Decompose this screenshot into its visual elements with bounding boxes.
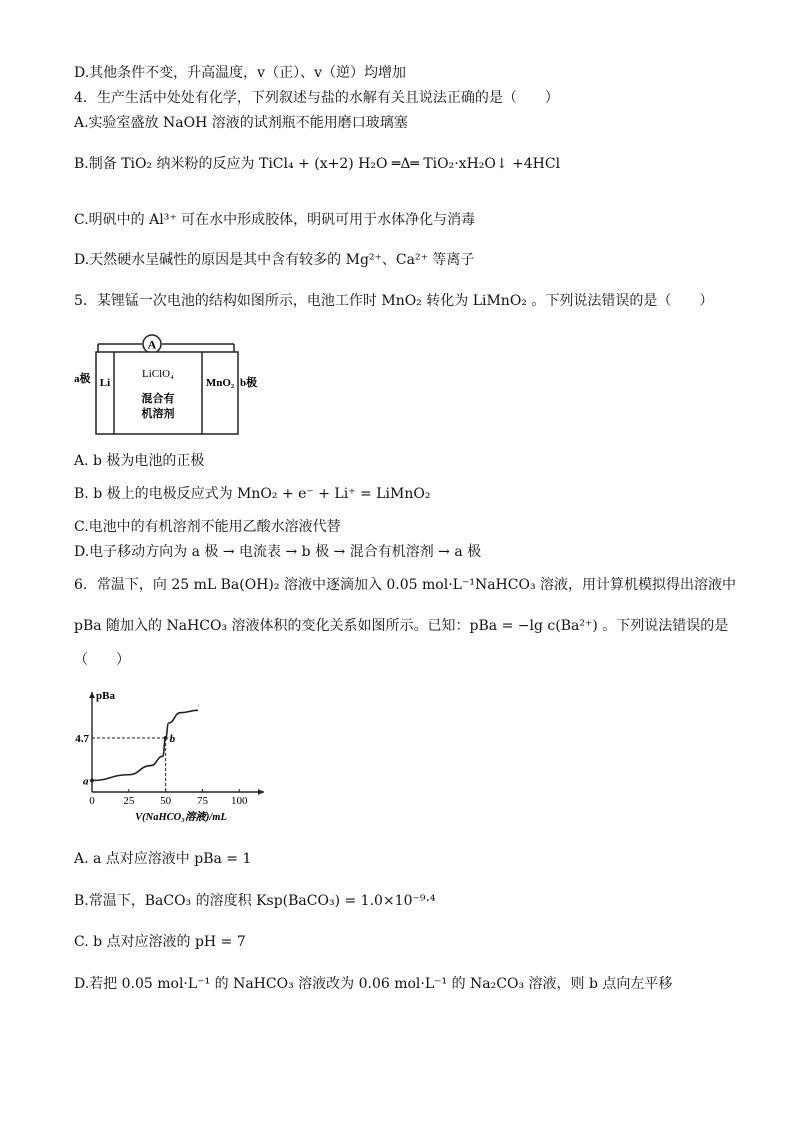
mno2-electrode-label: MnO₂ — [205, 377, 235, 389]
q5-stem: 5．某锂锰一次电池的结构如图所示，电池工作时 MnO₂ 转化为 LiMnO₂ 。下列说法错误的是（ ） — [74, 293, 714, 309]
q5-option-b: B. b 极上的电极反应式为 MnO₂ + e⁻ + Li⁺ = LiMnO₂ — [74, 486, 431, 502]
solvent-label-1: 混合有 — [141, 393, 175, 405]
q4-stem: 4．生产生活中处处有化学，下列叙述与盐的水解有关且说法正确的是（ ） — [74, 90, 559, 106]
x-tick-label: 100 — [231, 795, 248, 807]
q4-option-d: D.天然硬水呈碱性的原因是其中含有较多的 Mg²⁺、Ca²⁺ 等离子 — [74, 252, 475, 268]
pba-chart — [74, 686, 274, 832]
q4-option-a: A.实验室盛放 NaOH 溶液的试剂瓶不能用磨口玻璃塞 — [74, 115, 408, 131]
cathode-pole-label: b极 — [240, 377, 258, 389]
battery-diagram — [74, 332, 274, 444]
x-tick-label: 50 — [160, 795, 172, 807]
point-label-a: a — [83, 775, 89, 788]
x-tick-label: 25 — [123, 795, 135, 807]
q6-stem-3: （ ） — [74, 652, 130, 668]
y-axis-arrow-icon — [89, 692, 95, 698]
q4-option-c: C.明矾中的 Al³⁺ 可在水中形成胶体，明矾可用于水体净化与消毒 — [74, 212, 476, 228]
q6-option-a: A. a 点对应溶液中 pBa = 1 — [74, 851, 252, 867]
x-axis-arrow-icon — [258, 789, 264, 795]
q3-option-d: D.其他条件不变，升高温度，v（正）、v（逆）均增加 — [74, 65, 406, 81]
point-a — [90, 779, 94, 783]
q4-option-b: B.制备 TiO₂ 纳米粉的反应为 TiCl₄ + (x+2) H₂O ═Δ═ TiO₂·xH₂O↓ +4HCl — [74, 156, 561, 172]
x-axis-label: V(NaHCO₃溶液)/mL — [135, 812, 227, 823]
q6-option-d: D.若把 0.05 mol·L⁻¹ 的 NaHCO₃ 溶液改为 0.06 mol·L⁻¹ 的 Na₂CO₃ 溶液，则 b 点向左平移 — [74, 976, 673, 992]
pba-curve — [92, 710, 198, 780]
q5-option-c: C.电池中的有机溶剂不能用乙酸水溶液代替 — [74, 519, 341, 535]
q6-stem-2: pBa 随加入的 NaHCO₃ 溶液体积的变化关系如图所示。已知：pBa = −lg c(Ba²⁺) 。下列说法错误的是 — [74, 618, 729, 634]
solvent-label-2: 机溶剂 — [141, 408, 175, 420]
li-electrode-label: Li — [99, 377, 111, 389]
x-tick-label: 0 — [89, 795, 95, 807]
q5-option-a: A. b 极为电池的正极 — [74, 453, 205, 469]
anode-pole-label: a极 — [74, 373, 91, 385]
x-tick-label: 75 — [196, 795, 208, 807]
ammeter-label: A — [147, 337, 157, 352]
q6-option-c: C. b 点对应溶液的 pH = 7 — [74, 934, 246, 950]
point-b — [164, 736, 168, 740]
point-label-b: b — [169, 732, 176, 745]
y-axis-label: pBa — [96, 690, 115, 702]
y-tick-label: 4.7 — [75, 732, 89, 745]
q6-stem-1: 6．常温下，向 25 mL Ba(OH)₂ 溶液中逐滴加入 0.05 mol·L⁻¹NaHCO₃ 溶液，用计算机模拟得出溶液中 — [74, 577, 737, 593]
electrolyte-label: LiClO₄ — [142, 368, 174, 380]
q5-option-d: D.电子移动方向为 a 极 → 电流表 → b 极 → 混合有机溶剂 → a 极 — [74, 544, 482, 560]
q6-option-b: B.常温下，BaCO₃ 的溶度积 Ksp(BaCO₃) = 1.0×10⁻⁹·⁴ — [74, 893, 436, 909]
